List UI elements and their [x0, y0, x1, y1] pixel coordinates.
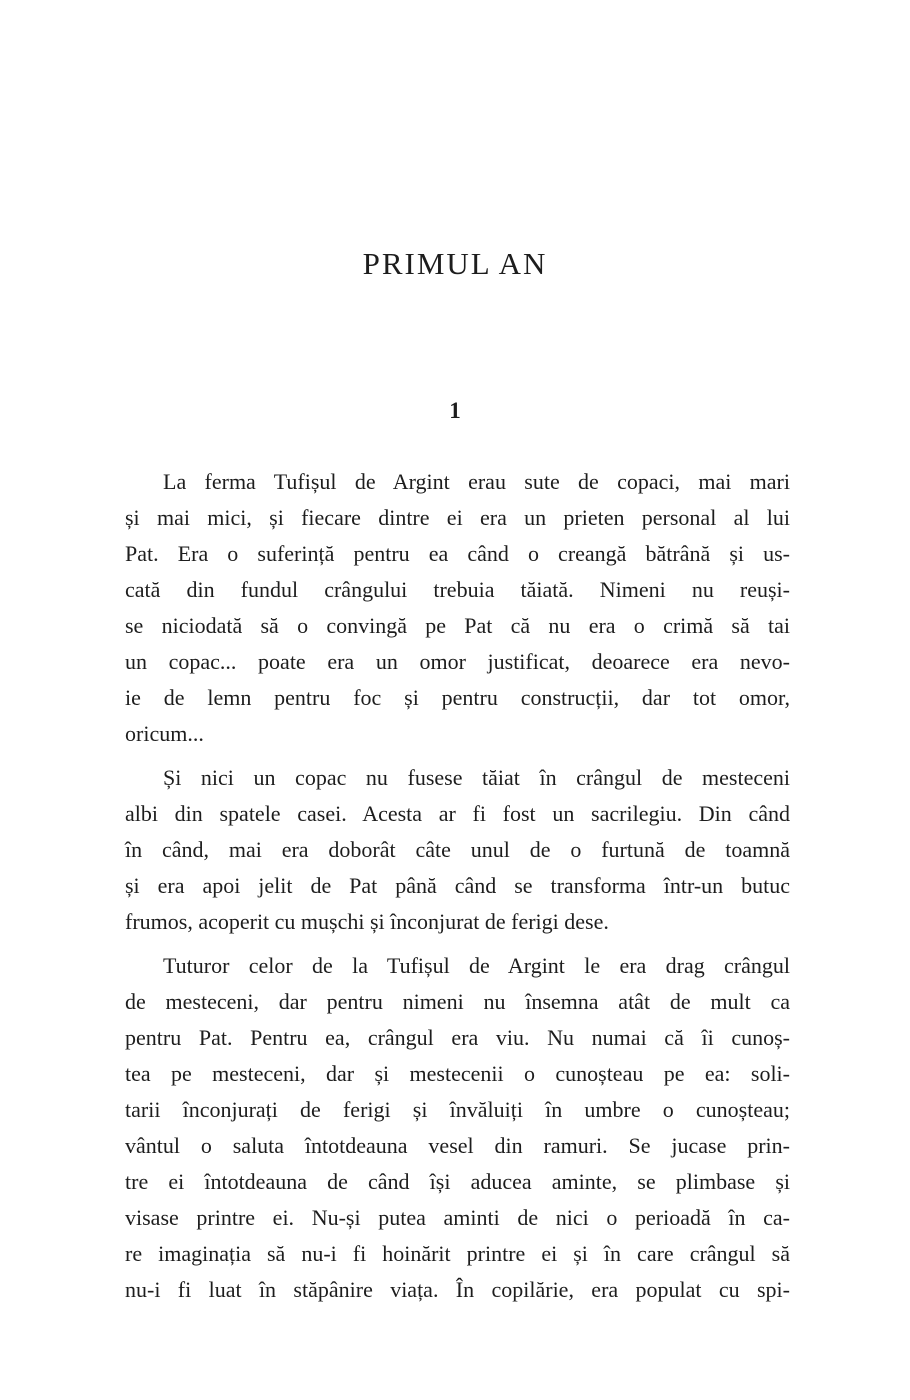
text-line: și mai mici, și fiecare dintre ei era un prieten personal al lui — [125, 505, 790, 530]
text-line: vântul o saluta întotdeauna vesel din ramuri. Se jucase prin- — [125, 1133, 790, 1158]
paragraph — [125, 464, 790, 752]
text-line: tre ei întotdeauna de când își aducea aminte, se plimbase și — [125, 1169, 790, 1194]
section-number: 1 — [449, 398, 461, 423]
text-line: de mesteceni, dar pentru nimeni nu însemna atât de mult ca — [125, 989, 790, 1014]
text-line: nu-i fi luat în stăpânire viața. În copilărie, era populat cu spi- — [125, 1277, 790, 1302]
text-line: oricum... — [125, 721, 204, 746]
text-line: Și nici un copac nu fusese tăiat în crângul de mesteceni — [163, 765, 790, 790]
text-line: Pat. Era o suferință pentru ea când o creangă bătrână și us- — [125, 541, 790, 566]
text-line: Tuturor celor de la Tufișul de Argint le era drag crângul — [163, 953, 790, 978]
text-line: tea pe mesteceni, dar și mestecenii o cunoșteau pe ea: soli- — [125, 1061, 790, 1086]
text-line: frumos, acoperit cu mușchi și înconjurat de ferigi dese. — [125, 909, 609, 934]
text-line: un copac... poate era un omor justificat, deoarece era nevo- — [125, 649, 790, 674]
text-line: La ferma Tufișul de Argint erau sute de copaci, mai mari — [163, 469, 790, 494]
text-line: cată din fundul crângului trebuia tăiată. Nimeni nu reuși- — [125, 577, 790, 602]
text-line: în când, mai era doborât câte unul de o furtună de toamnă — [125, 837, 790, 862]
text-line: și era apoi jelit de Pat până când se transforma într-un butuc — [125, 873, 790, 898]
paragraph — [125, 760, 790, 940]
text-line: albi din spatele casei. Acesta ar fi fost un sacrilegiu. Din când — [125, 801, 790, 826]
text-line: re imaginația să nu-i fi hoinărit printre ei și în care crângul să — [125, 1241, 790, 1266]
text-line: ie de lemn pentru foc și pentru construcții, dar tot omor, — [125, 685, 790, 710]
text-line: tarii înconjurați de ferigi și învăluiți în umbre o cunoșteau; — [125, 1097, 790, 1122]
text-line: visase printre ei. Nu-și putea aminti de nici o perioadă în ca- — [125, 1205, 790, 1230]
text-line: se niciodată să o convingă pe Pat că nu era o crimă să tai — [125, 613, 790, 638]
paragraph — [125, 948, 790, 1308]
body-text — [125, 464, 790, 1308]
text-line: pentru Pat. Pentru ea, crângul era viu. Nu numai că îi cunoș- — [125, 1025, 790, 1050]
chapter-title: PRIMUL AN — [362, 246, 548, 281]
